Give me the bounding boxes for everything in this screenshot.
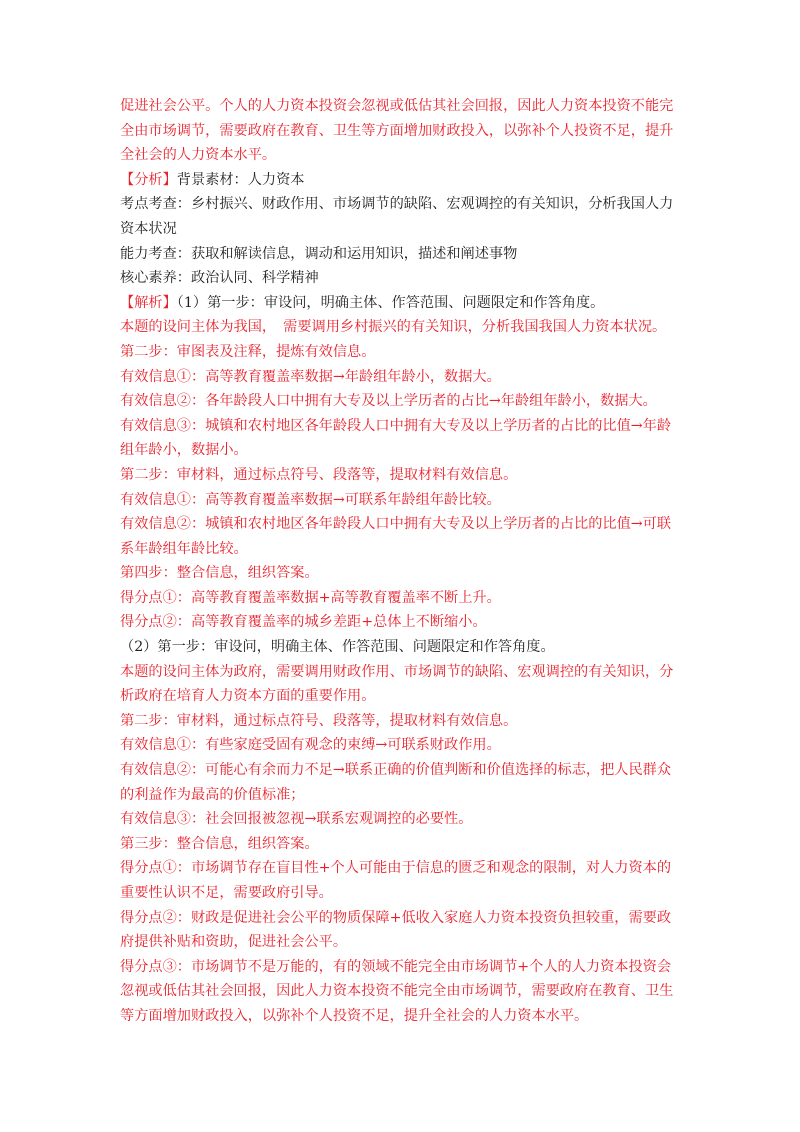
- analysis-heading-line: [120, 168, 688, 193]
- text-line: 有效信息③：社会回报被忽视→联系宏观调控的必要性。: [120, 811, 473, 828]
- text-line: 等方面增加财政投入，以弥补个人投资不足，提升全社会的人力资本水平。: [120, 1007, 589, 1024]
- step-one-text: （1）第一步：审设问，明确主体、作答范围、问题限定和作答角度。: [176, 294, 605, 311]
- text-line: 府提供补贴和资助，促进社会公平。: [120, 934, 348, 951]
- text-line: 得分点①：高等教育覆盖率数据+高等教育覆盖率不断上升。: [120, 589, 501, 606]
- document-page: [120, 94, 688, 1029]
- text-line: 有效信息②：城镇和农村地区各年龄段人口中拥有大专及以上学历者的占比的比值→可联: [120, 516, 672, 533]
- text-line: 析政府在培育人力资本方面的重要作用。: [120, 688, 376, 705]
- analysis-label: 【分析】: [120, 171, 177, 188]
- text-line: 的利益作为最高的价值标准；: [120, 786, 305, 803]
- text-line: 第二步：审图表及注释，提炼有效信息。: [120, 343, 376, 360]
- text-line: 得分点②：财政是促进社会公平的物质保障+低收入家庭人力资本投资负担较重，需要政: [120, 909, 672, 926]
- text-line: 第二步：审材料，通过标点符号、段落等，提取材料有效信息。: [120, 712, 518, 729]
- text-line: 组年龄小，数据小。: [120, 442, 248, 459]
- text-line: 得分点①：市场调节存在盲目性+个人可能由于信息的匮乏和观念的限制，对人力资本的: [120, 860, 672, 877]
- text-line: 得分点②：高等教育覆盖率的城乡差距+总体上不断缩小。: [120, 614, 487, 631]
- text-line: 有效信息①：高等教育覆盖率数据→可联系年龄组年龄比较。: [120, 491, 501, 508]
- text-line: 本题的设问主体为政府，需要调用财政作用、市场调节的缺陷、宏观调控的有关知识，分: [120, 663, 674, 680]
- background-material-text: 背景素材：人力资本: [176, 171, 305, 188]
- text-line: 有效信息③：城镇和农村地区各年龄段人口中拥有大专及以上学历者的占比的比值→年龄: [120, 417, 672, 434]
- text-line: 全社会的人力资本水平。: [120, 147, 277, 164]
- solution-heading-line: [120, 291, 688, 316]
- text-line: 本题的设问主体为我国， 需要调用乡村振兴的有关知识，分析我国我国人力资本状况。: [120, 319, 667, 336]
- text-line: 第二步：审材料，通过标点符号、段落等，提取材料有效信息。: [120, 466, 518, 483]
- text-line: 考点考查：乡村振兴、财政作用、市场调节的缺陷、宏观调控的有关知识，分析我国人力: [120, 196, 674, 213]
- text-line: 全由市场调节，需要政府在教育、卫生等方面增加财政投入，以弥补个人投资不足，提升: [120, 122, 674, 139]
- text-line: 第四步：整合信息，组织答案。: [120, 565, 319, 582]
- text-line: 促进社会公平。个人的人力资本投资会忽视或低估其社会回报，因此人力资本投资不能完: [120, 98, 674, 114]
- text-line: 核心素养：政治认同、科学精神: [120, 270, 319, 287]
- solution-label: 【解析】: [120, 294, 177, 311]
- text-line: 有效信息①：有些家庭受固有观念的束缚→可联系财政作用。: [120, 737, 501, 754]
- text-line: 能力考查：获取和解读信息，调动和运用知识，描述和阐述事物: [120, 245, 518, 262]
- text-line: 有效信息②：各年龄段人口中拥有大专及以上学历者的占比→年龄组年龄小，数据大。: [120, 393, 657, 410]
- text-line: 资本状况: [120, 220, 177, 237]
- text-line: 重要性认识不足，需要政府引导。: [120, 885, 333, 901]
- text-line: 忽视或低估其社会回报，因此人力资本投资不能完全由市场调节，需要政府在教育、卫生: [120, 983, 674, 1000]
- text-line: 有效信息②：可能心有余而力不足→联系正确的价值判断和价值选择的标志，把人民群众: [120, 762, 672, 779]
- text-line: 第三步：整合信息，组织答案。: [120, 835, 319, 852]
- text-line: 系年龄组年龄比较。: [120, 540, 248, 557]
- text-line: 得分点③：市场调节不是万能的，有的领域不能完全由市场调节+个人的人力资本投资会: [120, 958, 672, 975]
- text-line: （2）第一步：审设问，明确主体、作答范围、问题限定和作答角度。: [120, 639, 555, 656]
- text-line: 有效信息①：高等教育覆盖率数据→年龄组年龄小，数据大。: [120, 368, 501, 385]
